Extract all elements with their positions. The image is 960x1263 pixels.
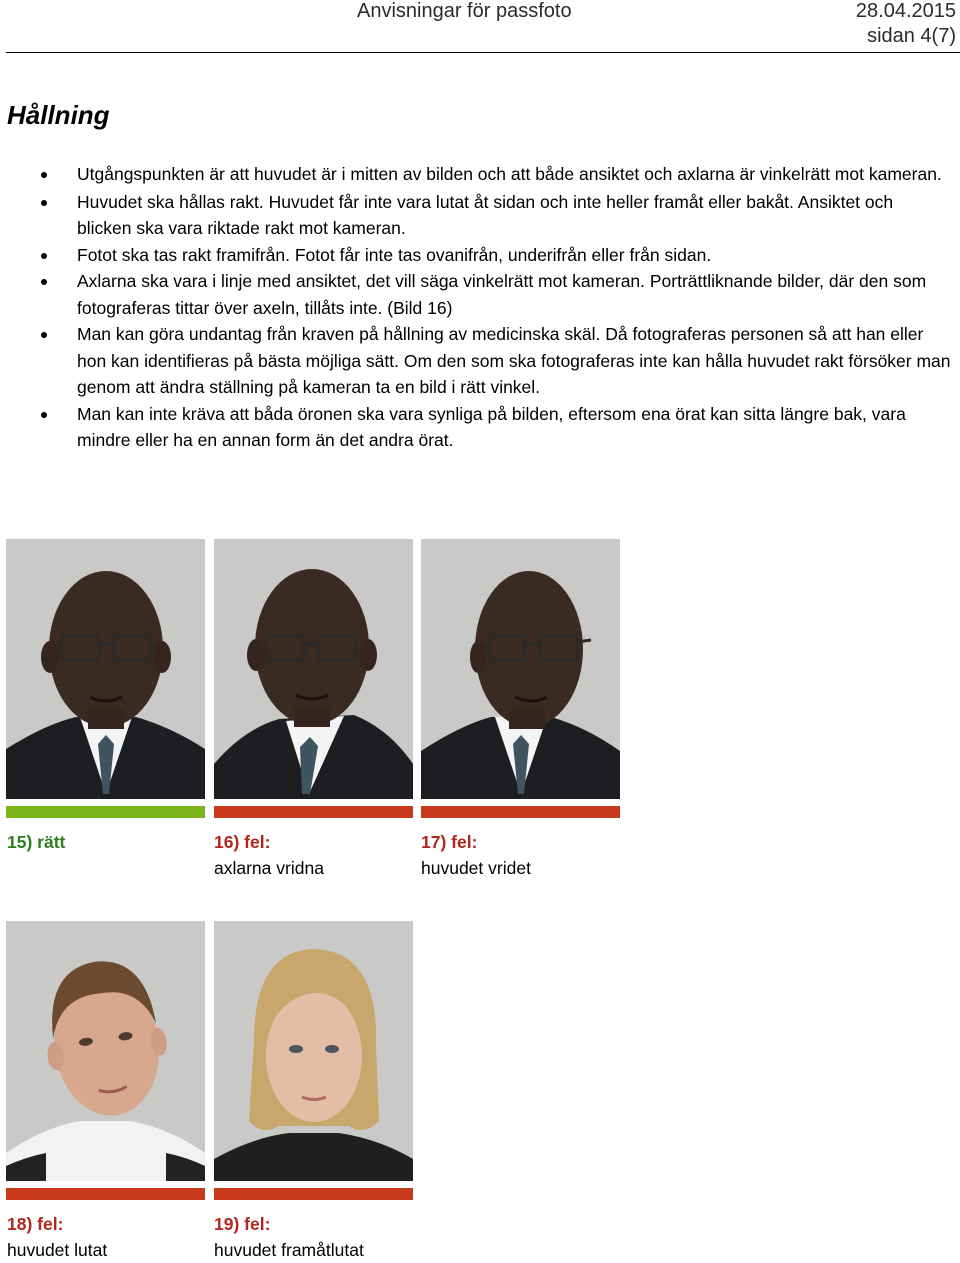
photo-17-label: 17) fel: xyxy=(421,832,478,852)
photo-19-status-bar xyxy=(214,1188,413,1200)
photo-16-label: 16) fel: xyxy=(214,832,271,852)
header-title: Anvisningar för passfoto xyxy=(357,0,572,22)
list-item-text: Huvudet ska hållas rakt. Huvudet får inte vara lutat åt sidan och inte heller framåt eller bakåt. Ansiktet och blicken ska vara riktade rakt mot kameran. xyxy=(77,191,894,238)
photo-16-caption xyxy=(214,829,424,881)
list-item xyxy=(0,321,960,401)
list-item-text: Man kan göra undantag från kraven på hållning av medicinska skäl. Då fotograferas personen så att han eller hon kan identifieras på bästa möjliga sätt. Om den som ska fotograferas inte kan hålla huvudet rakt försöker man genom att ändra ställning på kameran ta en bild i rätt vinkel. xyxy=(77,324,951,397)
photo-19-label: 19) fel: xyxy=(214,1214,271,1234)
photo-18-caption xyxy=(7,1211,217,1263)
header-page-number: sidan 4(7) xyxy=(867,25,956,47)
photo-16-status-bar xyxy=(214,806,413,818)
list-item xyxy=(0,189,960,242)
list-item-text: Man kan inte kräva att båda öronen ska vara synliga på bilden, eftersom ena örat kan sitta längre bak, vara mindre eller ha en annan form än det andra örat. xyxy=(77,403,906,450)
list-item xyxy=(0,268,960,321)
photo-18-wrong xyxy=(6,921,205,1181)
photo-17-description: huvudet vridet xyxy=(421,858,531,878)
list-item xyxy=(0,401,960,454)
section-title: Hållning xyxy=(7,100,110,130)
photo-19-caption xyxy=(214,1211,424,1263)
photo-16-description: axlarna vridna xyxy=(214,858,324,878)
photo-17-wrong xyxy=(421,539,620,799)
list-item-text: Fotot ska tas rakt framifrån. Fotot får inte tas ovanifrån, underifrån eller från sidan. xyxy=(77,244,712,265)
bullet-dot-icon xyxy=(41,279,47,285)
bullet-dot-icon xyxy=(41,200,47,206)
bullet-dot-icon xyxy=(41,253,47,259)
photo-16-wrong xyxy=(214,539,413,799)
bullet-list xyxy=(0,160,960,454)
list-item-text: Axlarna ska vara i linje med ansiktet, det vill säga vinkelrätt mot kameran. Porträttliknande bilder, där den som fotograferas tittar över axeln, tillåts inte. (Bild 16) xyxy=(77,271,927,318)
bullet-dot-icon xyxy=(41,332,47,338)
photo-18-status-bar xyxy=(6,1188,205,1200)
photo-17-status-bar xyxy=(421,806,620,818)
photo-19-wrong xyxy=(214,921,413,1181)
photo-18-description: huvudet lutat xyxy=(7,1240,108,1260)
photo-15-caption xyxy=(7,829,217,855)
photo-19-description: huvudet framåtlutat xyxy=(214,1240,364,1260)
bullet-dot-icon xyxy=(41,412,47,418)
photo-18-label: 18) fel: xyxy=(7,1214,64,1234)
photo-15-status-bar xyxy=(6,806,205,818)
photo-15-label: 15) rätt xyxy=(7,832,66,852)
photo-17-caption xyxy=(421,829,631,881)
header-rule xyxy=(6,52,960,53)
photo-15-correct xyxy=(6,539,205,799)
list-item xyxy=(0,161,960,188)
bullet-dot-icon xyxy=(41,172,47,178)
list-item-text: Utgångspunkten är att huvudet är i mitten av bilden och att både ansiktet och axlarna är vinkelrätt mot kameran. xyxy=(77,164,942,184)
header-date: 28.04.2015 xyxy=(855,0,956,22)
list-item xyxy=(0,242,960,269)
